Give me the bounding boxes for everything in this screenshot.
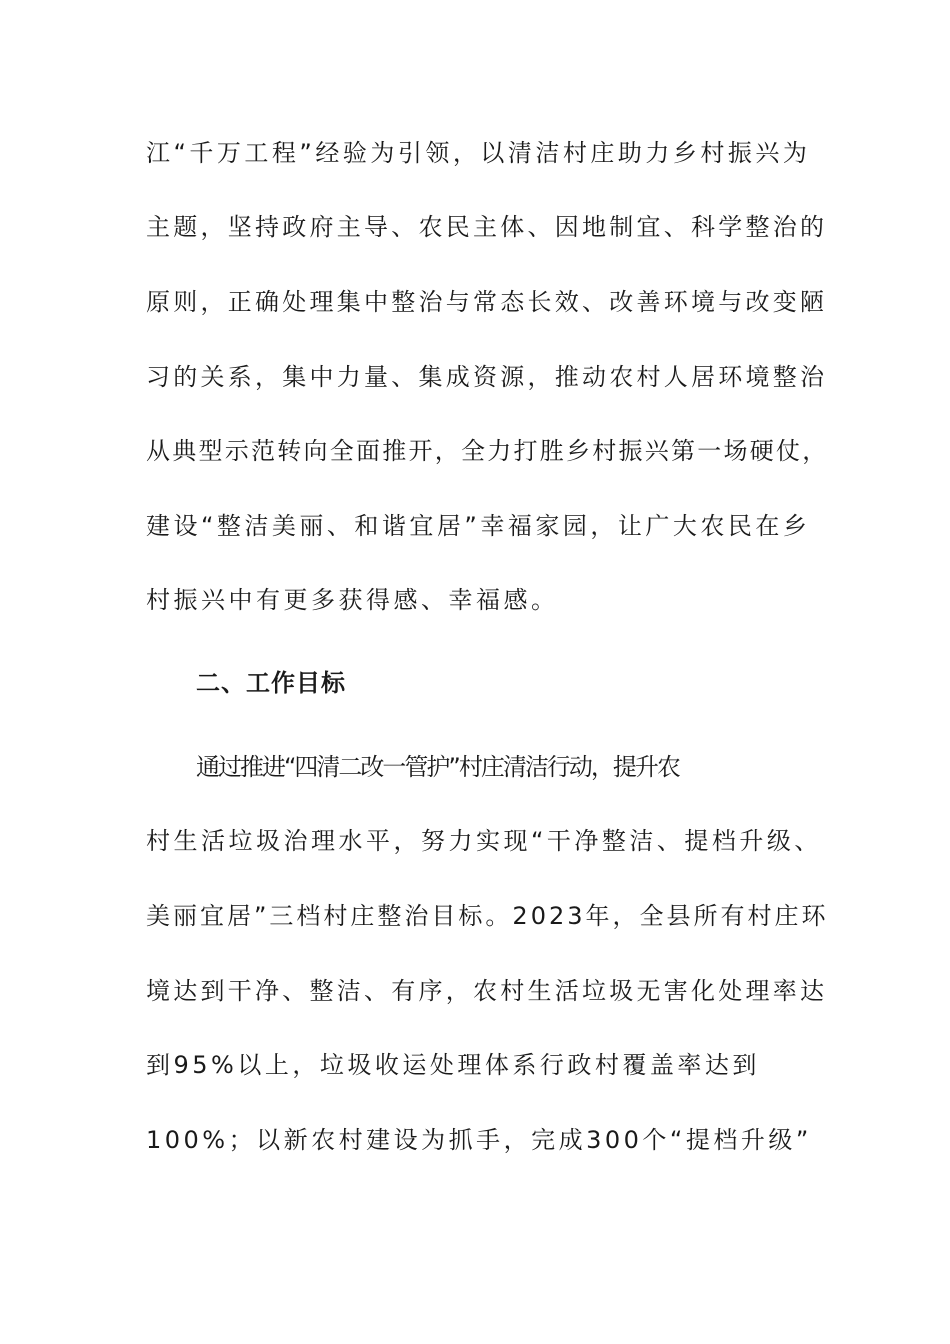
section-heading: 二、工作目标 [196,669,346,697]
paragraph-line: 江“千万工程”经验为引领，以清洁村庄助力乡村振兴为 [146,139,811,167]
paragraph-line: 从典型示范转向全面推开，全力打胜乡村振兴第一场硬仗， [146,437,829,465]
paragraph-line: 建设“整洁美丽、和谐宜居”幸福家园，让广大农民在乡 [146,512,811,540]
paragraph-line: 村生活垃圾治理水平，努力实现“干净整洁、提档升级、 [146,827,822,855]
paragraph-line: 境达到干净、整洁、有序，农村生活垃圾无害化处理率达 [146,977,828,1005]
paragraph-line: 主题，坚持政府主导、农民主体、因地制宜、科学整治的 [146,213,828,241]
paragraph-line: 通过推进“四清二改一管护”村庄清洁行动，提升农 [196,753,679,781]
paragraph-line: 村振兴中有更多获得感、幸福感。 [146,586,559,614]
paragraph-line: 100%；以新农村建设为抓手，完成300个“提档升级” [146,1126,812,1154]
paragraph-line: 美丽宜居”三档村庄整治目标。2023年，全县所有村庄环 [146,902,829,930]
paragraph-line: 到95%以上，垃圾收运处理体系行政村覆盖率达到 [146,1051,760,1079]
paragraph-line: 习的关系，集中力量、集成资源，推动农村人居环境整治 [146,363,828,391]
paragraph-line: 原则，正确处理集中整治与常态长效、改善环境与改变陋 [146,288,828,316]
